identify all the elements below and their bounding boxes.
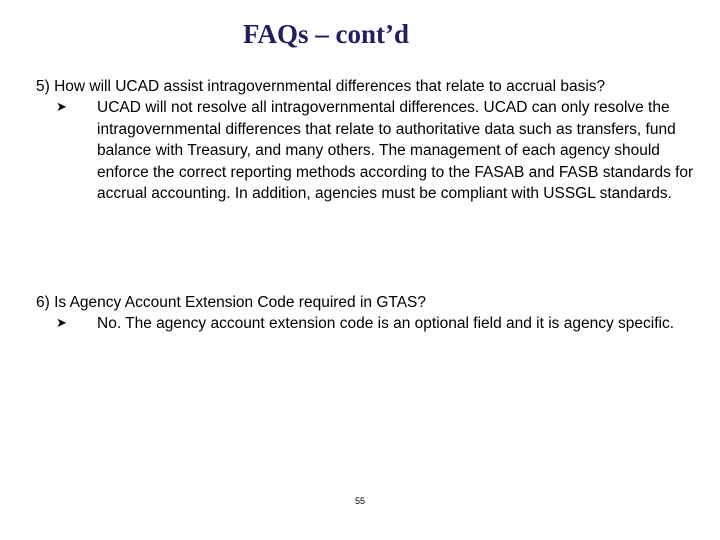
arrow-bullet-icon: ➤ (56, 316, 67, 332)
faq-answer-block (36, 97, 696, 204)
faq-item-5 (36, 76, 696, 204)
arrow-bullet-icon: ➤ (56, 100, 67, 116)
faq-question: 6) Is Agency Account Extension Code required in GTAS? (36, 294, 427, 311)
faq-answer-block (36, 313, 696, 334)
faq-item-6 (36, 292, 696, 335)
slide-title: FAQs – cont’d (243, 19, 409, 49)
faq-answer: UCAD will not resolve all intragovernmental differences. UCAD can only resolve the intragovernmental differences that relate to authoritative data such as transfers, fund balance with Treasury, and many others. The management of each agency should enforce the correct reporting methods according to the FASAB and FASB standards for accrual accounting. In addition, agencies must be compliant with USSGL standards. (97, 99, 694, 203)
faq-question: 5) How will UCAD assist intragovernmental differences that relate to accrual basis? (36, 78, 606, 95)
page-number: 55 (354, 496, 365, 506)
faq-answer: No. The agency account extension code is an optional field and it is agency specific. (97, 315, 675, 333)
